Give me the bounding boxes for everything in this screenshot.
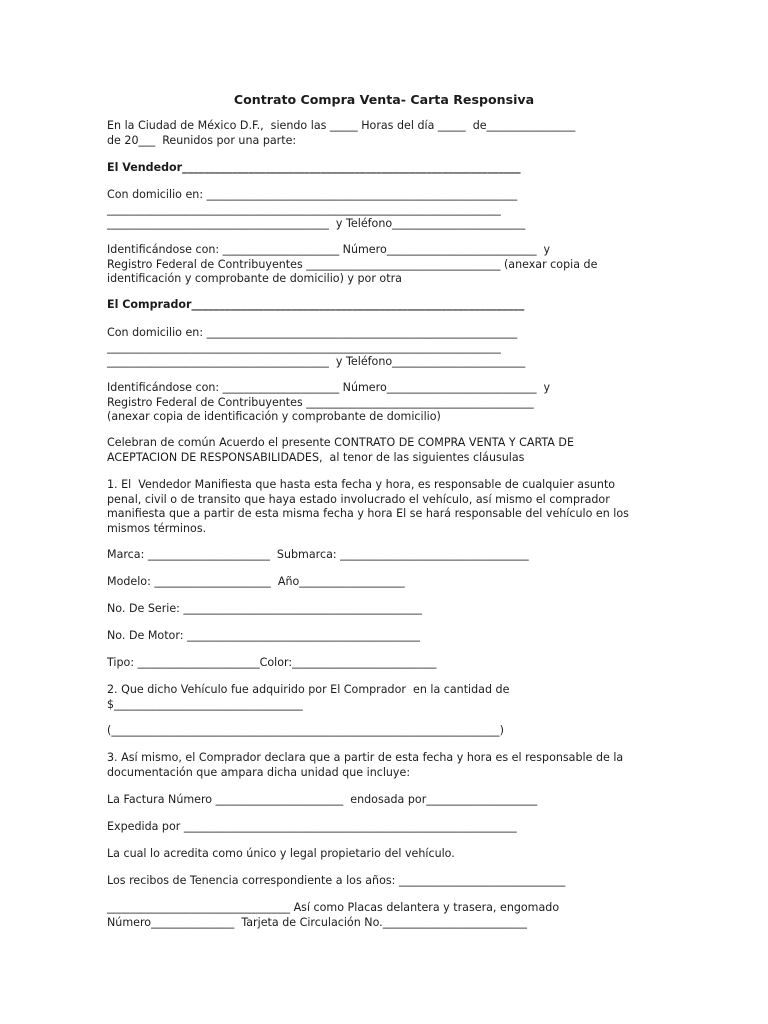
domicilio-line: _______________________________________________________________________ — [107, 340, 501, 354]
placas-line: Número_______________ Tarjeta de Circulación No.__________________________ — [107, 915, 527, 929]
motor-field: No. De Motor: __________________________________________ — [107, 629, 420, 642]
identificacion-line: Registro Federal de Contribuyentes _________________________________________ — [107, 395, 534, 409]
clausula-line: 2. Que dicho Vehículo fue adquirido por El Comprador en la cantidad de — [107, 683, 510, 696]
domicilio-line: Con domicilio en: ________________________________________________________ — [107, 326, 518, 339]
acuerdo-paragraph — [107, 436, 574, 465]
acuerdo-line: ACEPTACION DE RESPONSABILIDADES, al tenor de las siguientes cláusulas — [107, 450, 525, 464]
serie-field: No. De Serie: ___________________________________________ — [107, 602, 422, 615]
tenencia-field: Los recibos de Tenencia correspondiente a los años: ______________________________ — [107, 874, 566, 887]
acuerdo-line: Celebran de común Acuerdo el presente CONTRATO DE COMPRA VENTA Y CARTA DE — [107, 436, 574, 449]
intro-paragraph — [107, 119, 575, 148]
clausula-line: manifiesta que a partir de esta misma fecha y hora El se hará responsable del vehículo en los — [107, 507, 629, 520]
identificacion-line: (anexar copia de identificación y comprobante de domicilio) — [107, 410, 441, 423]
comprador-identificacion — [107, 381, 550, 425]
clausula-line: 1. El Vendedor Manifiesta que hasta esta fecha y hora, es responsable de cualquier asunto — [107, 478, 616, 491]
modelo-field: Modelo: _____________________ Año___________________ — [107, 575, 405, 588]
vendedor-identificacion — [107, 243, 597, 287]
identificacion-line: Identificándose con: _____________________ Número___________________________ y — [107, 381, 551, 394]
factura-field: La Factura Número _______________________ endosada por____________________ — [107, 793, 538, 806]
domicilio-line: ________________________________________ y Teléfono________________________ — [107, 217, 526, 230]
clausula-1 — [107, 478, 629, 536]
vendedor-heading: El Vendedor_____________________________________________________________ — [107, 161, 521, 174]
clausula-3 — [107, 751, 623, 780]
identificacion-line: Identificándose con: _____________________ Número___________________________ y — [107, 243, 551, 256]
intro-line: En la Ciudad de México D.F., siendo las _____ Horas del día _____ de________________ — [107, 119, 576, 132]
cantidad-letra-field: (______________________________________________________________________) — [107, 724, 504, 737]
domicilio-line: _______________________________________________________________________ — [107, 202, 501, 216]
clausula-line: mismos términos. — [107, 521, 207, 535]
comprador-domicilio — [107, 326, 525, 370]
placas-line: _________________________________ Así como Placas delantera y trasera, engomado — [107, 901, 560, 914]
clausula-line: penal, civil o de transito que haya estado involucrado el vehículo, así mismo el comprador — [107, 492, 610, 506]
tipo-color-field: Tipo: ______________________Color:__________________________ — [107, 656, 437, 669]
comprador-heading: El Comprador____________________________________________________________ — [107, 298, 525, 311]
domicilio-line: Con domicilio en: ________________________________________________________ — [107, 188, 518, 201]
clausula-line: documentación que ampara dicha unidad que incluye: — [107, 765, 411, 779]
document-title: Contrato Compra Venta- Carta Responsiva — [233, 92, 535, 107]
placas-field — [107, 901, 559, 930]
clausula-2 — [107, 683, 509, 712]
clausula-line: $__________________________________ — [107, 697, 303, 711]
domicilio-line: ________________________________________ y Teléfono________________________ — [107, 355, 526, 368]
acredita-statement: La cual lo acredita como único y legal propietario del vehículo. — [107, 847, 455, 860]
marca-field: Marca: ______________________ Submarca: __________________________________ — [107, 548, 529, 561]
vendedor-domicilio — [107, 188, 525, 232]
clausula-line: 3. Así mismo, el Comprador declara que a partir de esta fecha y hora es el responsable de la — [107, 751, 624, 764]
identificacion-line: Registro Federal de Contribuyentes ___________________________________ (anexar copia de — [107, 257, 598, 271]
intro-line: de 20___ Reunidos por una parte: — [107, 133, 297, 147]
identificacion-line: identificación y comprobante de domicilio) y por otra — [107, 272, 402, 285]
expedida-field: Expedida por ____________________________________________________________ — [107, 820, 517, 833]
